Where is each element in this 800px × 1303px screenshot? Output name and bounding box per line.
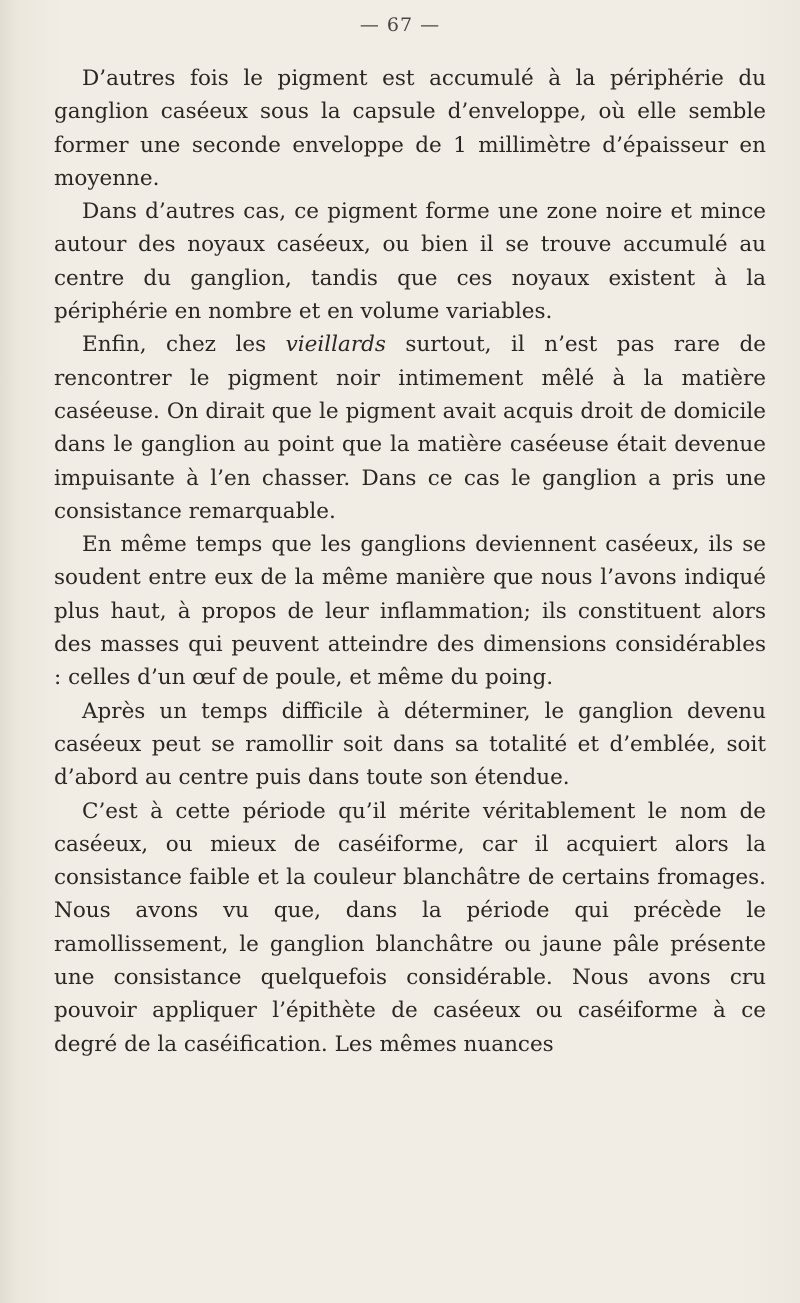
paragraph — [54, 328, 766, 528]
paragraph-text: Enfin, chez les — [82, 332, 286, 358]
paragraph: D’autres fois le pigment est accumulé à la périphérie du ganglion caséeux sous la capsule d’enveloppe, où elle semble former une seconde enveloppe de 1 millimètre d’épaisseur en moyenne. — [54, 66, 766, 191]
paragraph-text: surtout, il n’est pas rare de rencontrer le pigment noir intimement mêlé à la matière caséeuse. On dirait que le pigment avait acquis droit de domicile dans le ganglion au point que la matière caséeuse était devenue impuisante à l’en chasser. Dans ce cas le ganglion a pris une consistance remarquable. — [54, 332, 766, 524]
paragraph: C’est à cette période qu’il mérite véritablement le nom de caséeux, ou mieux de caséiforme, car il acquiert alors la consistance faible et la couleur blanchâtre de certains fromages. Nous avons vu que, dans la période qui précède le ramollissement, le ganglion blanchâtre ou jaune pâle présente une consistance quelquefois considérable. Nous avons cru pouvoir appliquer l’épithète de caséeux ou caséiforme à ce degré de la caséification. Les mêmes nuances — [54, 798, 766, 1057]
paragraph: En même temps que les ganglions deviennent caséeux, ils se soudent entre eux de la même manière que nous l’avons indiqué plus haut, à propos de leur inflammation; ils constituent alors des masses qui peuvent atteindre des dimensions considérables : celles d’un œuf de poule, et même du poing. — [54, 532, 766, 691]
paragraph: Dans d’autres cas, ce pigment forme une zone noire et mince autour des noyaux caséeux, ou bien il se trouve accumulé au centre du ganglion, tandis que ces noyaux existent à la périphérie en nombre et en volume variables. — [54, 199, 766, 325]
emphasized-word: vieillards — [285, 332, 386, 358]
body-text — [54, 62, 766, 1061]
paragraph: Après un temps difficile à déterminer, le ganglion devenu caséeux peut se ramollir soit dans sa totalité et d’emblée, soit d’abord au centre puis dans toute son étendue. — [54, 698, 766, 791]
page-number: — 67 — — [359, 14, 441, 36]
